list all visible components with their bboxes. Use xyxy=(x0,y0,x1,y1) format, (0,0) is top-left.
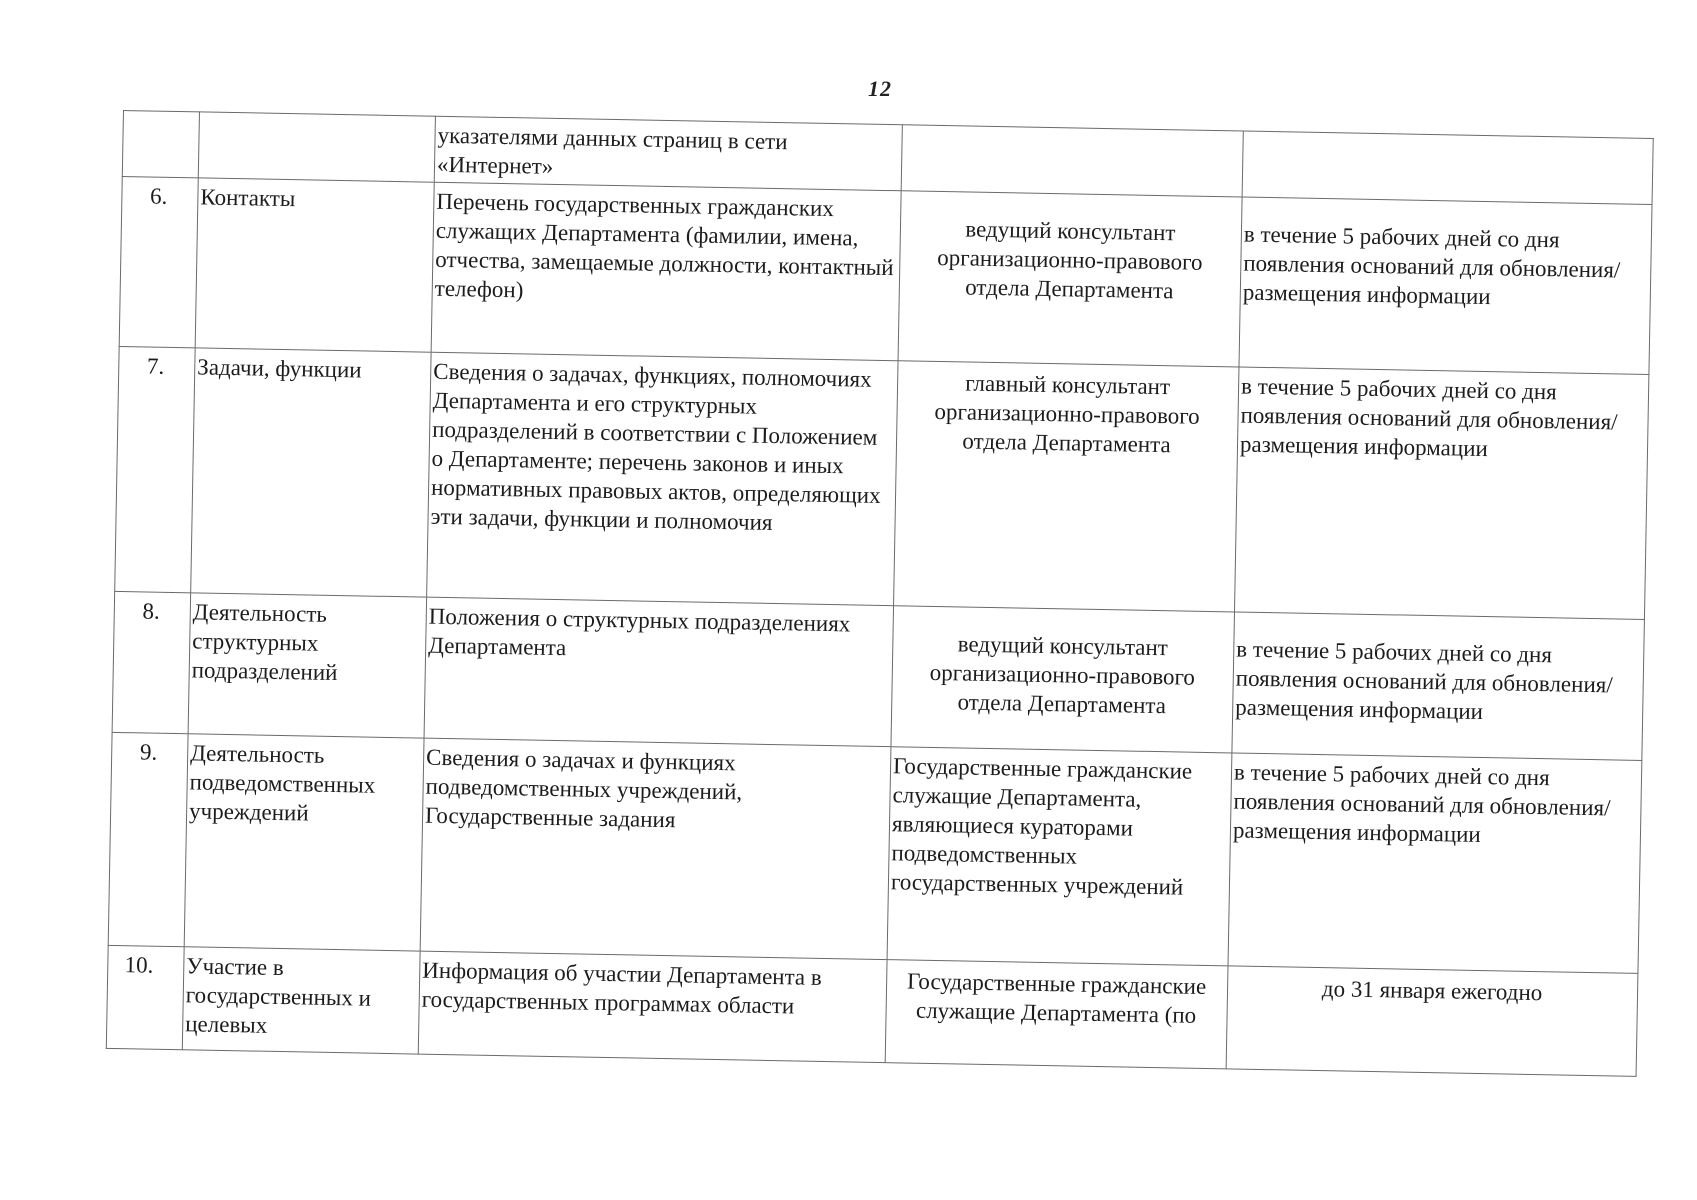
row-responsible xyxy=(901,125,1243,197)
row-deadline: в течение 5 рабочих дней со дня появления оснований для обновления/размещения информации xyxy=(1228,753,1642,973)
row-section: Контакты xyxy=(195,178,434,352)
row-content: Сведения о задачах, функциях, полномочиях Департамента и его структурных подразделений в соответствии с Положением о Департаменте; перечень законов и иных нормативных правовых актов, определяющих эти задачи, функции и полномочия xyxy=(427,352,898,606)
row-responsible: Государственные гражданские служащие Департамента (по xyxy=(885,960,1228,1069)
row-content: Информация об участии Департамента в государственных программах области xyxy=(418,951,887,1063)
row-number: 9. xyxy=(108,732,188,946)
row-content: Положения о структурных подразделениях Департамента xyxy=(424,597,894,747)
page-number: 12 xyxy=(868,76,892,101)
row-content: указателями данных страниц в сети «Интернет» xyxy=(434,116,902,191)
row-deadline: до 31 января ежегодно xyxy=(1226,966,1638,1076)
row-deadline: в течение 5 рабочих дней со дня появления оснований для обновления/размещения информации xyxy=(1239,197,1652,374)
table-row xyxy=(115,346,1649,619)
row-number: 7. xyxy=(115,346,195,592)
row-section xyxy=(198,112,435,182)
document-table-wrapper xyxy=(106,110,1653,1077)
row-section: Участие в государственных и целевых xyxy=(182,947,420,1054)
row-number xyxy=(122,111,199,178)
row-deadline: в течение 5 рабочих дней со дня появления оснований для обновления/размещения информации xyxy=(1232,612,1645,760)
row-content: Перечень государственных гражданских служащих Департамента (фамилии, имена, отчества, замещаемые должности, контактный телефон) xyxy=(431,182,901,361)
row-section: Задачи, функции xyxy=(191,348,431,597)
row-number: 6. xyxy=(119,176,198,347)
row-responsible: ведущий консультант организационно-правового отдела Департамента xyxy=(891,606,1235,753)
table-row xyxy=(119,176,1652,374)
row-responsible: главный консультант организационно-правового отдела Департамента xyxy=(894,361,1239,612)
row-number: 10. xyxy=(106,945,184,1049)
row-section: Деятельность подведомственных учреждений xyxy=(184,734,424,951)
document-table xyxy=(106,110,1654,1077)
row-deadline: в течение 5 рабочих дней со дня появления оснований для обновления/размещения информации xyxy=(1234,367,1648,619)
row-content: Сведения о задачах и функциях подведомственных учреждений, Государственные задания xyxy=(420,738,891,960)
row-section: Деятельность структурных подразделений xyxy=(188,593,427,738)
table-row xyxy=(108,732,1642,973)
row-number: 8. xyxy=(112,591,191,733)
row-responsible: ведущий консультант организационно-правового отдела Департамента xyxy=(898,191,1242,367)
row-responsible: Государственные гражданские служащие Департамента, являющиеся кураторами подведомственных государственных учреждений xyxy=(887,747,1232,966)
table-row xyxy=(112,591,1644,760)
row-deadline xyxy=(1242,131,1653,205)
